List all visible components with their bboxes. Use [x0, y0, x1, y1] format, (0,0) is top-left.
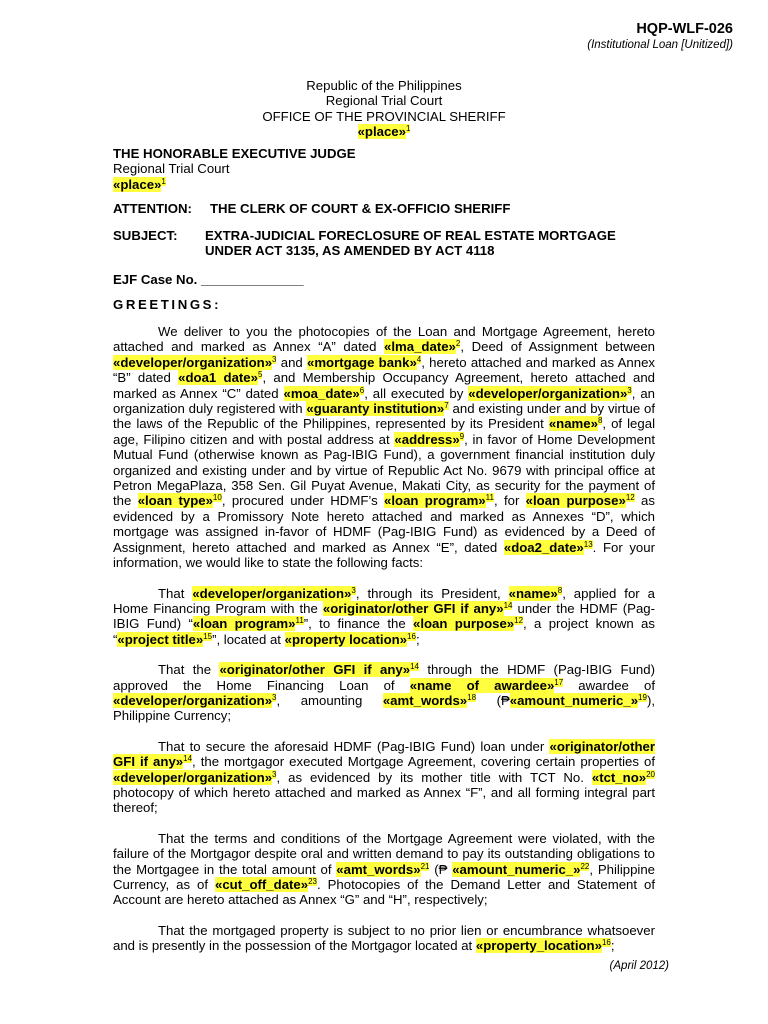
paragraph-text: That — [158, 585, 193, 601]
paragraph-text: photocopy of which hereto attached and marked as Annex “F”, and all forming integral part thereof; — [113, 784, 655, 816]
field-ref: 11 — [485, 493, 494, 503]
paragraph-text: That the — [158, 662, 220, 678]
field-ref: 16 — [601, 938, 611, 948]
field-ref: 14 — [503, 600, 513, 610]
paragraph-text: and — [276, 354, 307, 370]
field-ref: 2 — [455, 339, 461, 349]
paragraph-text: . Photocopies of the Demand Letter and Statement of Account are hereto attached as Annex “G” and “H”, respectively; — [113, 877, 655, 908]
paragraph-text: We deliver to you the photocopies of the Loan and Mortgage Agreement, hereto attached and marked as Annex “A” dated — [113, 324, 655, 355]
document-header — [0, 78, 768, 140]
addressee-block — [113, 146, 655, 192]
paragraph — [113, 324, 655, 571]
field-ref: 1 — [161, 176, 166, 186]
paragraph-text: , for — [493, 493, 526, 509]
paragraph-text: , applied for a Home Financing Program with the — [113, 585, 655, 616]
merge-field: «amount_numeric_» — [509, 692, 639, 708]
subject-line-2: UNDER ACT 3135, AS AMENDED BY ACT 4118 — [205, 243, 495, 259]
merge-field: «name of awardee» — [409, 677, 555, 693]
paragraph — [113, 831, 655, 908]
paragraph-text: , as evidenced by its mother title with TCT No. — [276, 769, 592, 785]
field-ref: 18 — [467, 692, 477, 702]
form-code-block — [587, 20, 733, 52]
paragraph-text: That the terms and conditions of the Mortgage Agreement were violated, with the failure of the Mortgagor despite oral and written demand to pay its outstanding obligations to the Mortgagee in the total amount of — [113, 830, 655, 877]
paragraph-text: as evidenced by a Promissory Note hereto attached and marked as Annexes “D”, which mortgage was assigned in-favor of HDMF (Pag-IBIG Fund) as evidenced by a Deed of Assignment, hereto attached and marked as Annex “E”, dated — [113, 493, 655, 555]
field-ref: 11 — [295, 616, 304, 626]
merge-field: «originator/other GFI if any» — [322, 600, 504, 616]
addressee-place — [113, 177, 655, 192]
field-ref: 3 — [272, 769, 277, 779]
attention-line — [113, 201, 655, 216]
merge-field: «originator/other GFI if any» — [113, 738, 655, 770]
header-office: OFFICE OF THE PROVINCIAL SHERIFF — [262, 108, 506, 124]
paragraph — [113, 586, 655, 648]
paragraph-text: , and Membership Occupancy Agreement, hereto attached and marked as Annex “C” dated — [113, 370, 655, 401]
greetings: GREETINGS: — [113, 297, 222, 312]
field-ref: 9 — [459, 431, 465, 441]
field-ref: 13 — [583, 539, 593, 549]
paragraph-text: , amounting — [276, 692, 383, 708]
paragraph — [113, 923, 655, 954]
paragraph-text: That the mortgaged property is subject to no prior lien or encumbrance whatsoever and is presently in the possession of the Mortgagor located at — [113, 922, 655, 954]
merge-field: «project title» — [117, 631, 204, 647]
paragraph-text: ; — [610, 938, 615, 954]
merge-field: «amt_words» — [336, 861, 421, 877]
paragraph-text: (₱ — [429, 861, 453, 877]
merge-field: «developer/organization» — [113, 692, 273, 708]
field-ref: 8 — [557, 585, 563, 595]
form-code: HQP-WLF-026 — [636, 21, 733, 37]
merge-field: «doa1 date» — [178, 370, 258, 386]
merge-field: «place» — [357, 124, 406, 140]
merge-field: «loan program» — [384, 493, 486, 509]
field-ref: 4 — [416, 354, 422, 364]
merge-field: «place» — [113, 176, 162, 192]
paragraph-text: , an organization duly registered with — [113, 385, 655, 417]
paragraph-text: (₱ — [476, 692, 510, 708]
paragraph-text: . For your information, we would like to state the following facts: — [113, 539, 655, 571]
field-ref: 10 — [212, 493, 222, 503]
merge-field: «loan program» — [192, 616, 296, 632]
merge-field: «loan type» — [137, 493, 213, 509]
merge-field: «developer/organization» — [468, 385, 628, 401]
paragraph-text: , of legal age, Filipino citizen and with postal address at — [113, 416, 655, 447]
merge-field: «guaranty institution» — [306, 401, 445, 417]
field-ref: 15 — [203, 631, 213, 641]
merge-field: «name» — [508, 585, 558, 601]
form-subtitle: (Institutional Loan [Unitized]) — [587, 39, 733, 51]
subject-value — [205, 228, 645, 259]
field-ref: 5 — [257, 370, 263, 380]
paragraph-text: ), Philippine Currency; — [113, 692, 655, 724]
paragraph-text: That to secure the aforesaid HDMF (Pag-IBIG Fund) loan under — [158, 738, 550, 754]
field-ref: 3 — [627, 385, 632, 395]
merge-field: «address» — [394, 431, 460, 447]
header-republic: Republic of the Philippines — [306, 78, 462, 93]
merge-field: «developer/organization» — [113, 354, 273, 370]
paragraph — [113, 739, 655, 816]
paragraph-text: , through its President, — [355, 585, 509, 601]
paragraph-text: , all executed by — [364, 385, 469, 401]
addressee-court: Regional Trial Court — [113, 161, 230, 177]
paragraph-text: , Deed of Assignment between — [460, 339, 655, 355]
header-place — [0, 124, 768, 139]
merge-field: «amount_numeric_» — [452, 861, 581, 877]
field-ref: 22 — [580, 861, 590, 871]
field-ref: 14 — [183, 754, 193, 764]
paragraph-text: , procured under HDMF’s — [221, 493, 385, 509]
field-ref: 12 — [625, 493, 635, 503]
paragraph-text: , a project known as “ — [113, 616, 655, 647]
merge-field: «property location» — [284, 631, 408, 647]
merge-field: «cut_off_date» — [215, 877, 309, 892]
merge-field: «amt_words» — [382, 692, 468, 708]
field-ref: 3 — [272, 692, 277, 702]
header-court: Regional Trial Court — [325, 93, 443, 109]
merge-field: «tct_no» — [591, 769, 647, 785]
field-ref: 17 — [554, 677, 564, 687]
paragraph — [113, 662, 655, 724]
field-ref: 12 — [514, 616, 524, 626]
field-ref: 3 — [272, 354, 277, 364]
merge-field: «developer/organization» — [192, 585, 352, 601]
footer-date: (April 2012) — [609, 960, 669, 972]
paragraph-text: through the HDMF (Pag-IBIG Fund) approved the Home Financing Loan of — [113, 662, 655, 693]
field-ref: 21 — [420, 861, 430, 871]
merge-field: «mortgage bank» — [307, 354, 417, 370]
paragraph-text: ”, located at — [212, 631, 285, 647]
field-ref: 16 — [407, 631, 416, 641]
field-ref: 6 — [359, 385, 365, 395]
paragraph-text: , in favor of Home Development Mutual Fund (otherwise known as Pag-IBIG Fund), a government financial institution duly organized and existing under and by virtue of Republic Act No. 9679 with principal office at Petron MegaPlaza, 358 Sen. Gil Puyat Avenue, Makati City, as security for the payment of the — [113, 431, 655, 509]
paragraph-text: ”, to finance the — [303, 616, 413, 632]
merge-field: «developer/organization» — [113, 769, 273, 785]
paragraph-text: , the mortgagor executed Mortgage Agreement, covering certain properties of — [192, 754, 655, 770]
document-body — [113, 324, 655, 969]
field-ref: 7 — [444, 401, 449, 411]
field-ref: 1 — [405, 124, 411, 134]
merge-field: «lma_date» — [384, 339, 456, 355]
merge-field: «name» — [548, 416, 598, 432]
paragraph-text: under the HDMF (Pag-IBIG Fund) “ — [113, 600, 656, 632]
merge-field: «property_location» — [475, 938, 602, 954]
field-ref: 8 — [597, 416, 603, 426]
case-number: EJF Case No. ______________ — [113, 272, 304, 287]
merge-field: «moa_date» — [283, 385, 360, 401]
field-ref: 3 — [351, 585, 356, 595]
paragraph-text: awardee of — [563, 677, 655, 693]
field-ref: 23 — [308, 877, 317, 886]
subject-line-1: EXTRA-JUDICIAL FORECLOSURE OF REAL ESTATE MORTGAGE — [205, 228, 616, 243]
paragraph-text: ; — [415, 631, 420, 647]
merge-field: «loan purpose» — [525, 493, 626, 509]
field-ref: 19 — [638, 692, 647, 702]
addressee-title: THE HONORABLE EXECUTIVE JUDGE — [113, 146, 356, 161]
field-ref: 14 — [410, 662, 419, 672]
paragraph-text: , Philippine Currency, as of — [113, 861, 656, 892]
merge-field: «doa2_date» — [503, 539, 584, 555]
field-ref: 20 — [646, 769, 655, 779]
paragraph-text: and existing under and by virtue of the laws of the Republic of the Philippines, represented by its President — [113, 401, 656, 432]
merge-field: «originator/other GFI if any» — [219, 662, 411, 678]
subject-label: SUBJECT: — [113, 228, 178, 243]
attention-value: THE CLERK OF COURT & EX-OFFICIO SHERIFF — [210, 201, 511, 216]
attention-label: ATTENTION: — [113, 201, 192, 216]
paragraph-text: , hereto attached and marked as Annex “B” dated — [113, 354, 655, 386]
merge-field: «loan purpose» — [413, 616, 515, 632]
subject-block — [113, 228, 655, 259]
